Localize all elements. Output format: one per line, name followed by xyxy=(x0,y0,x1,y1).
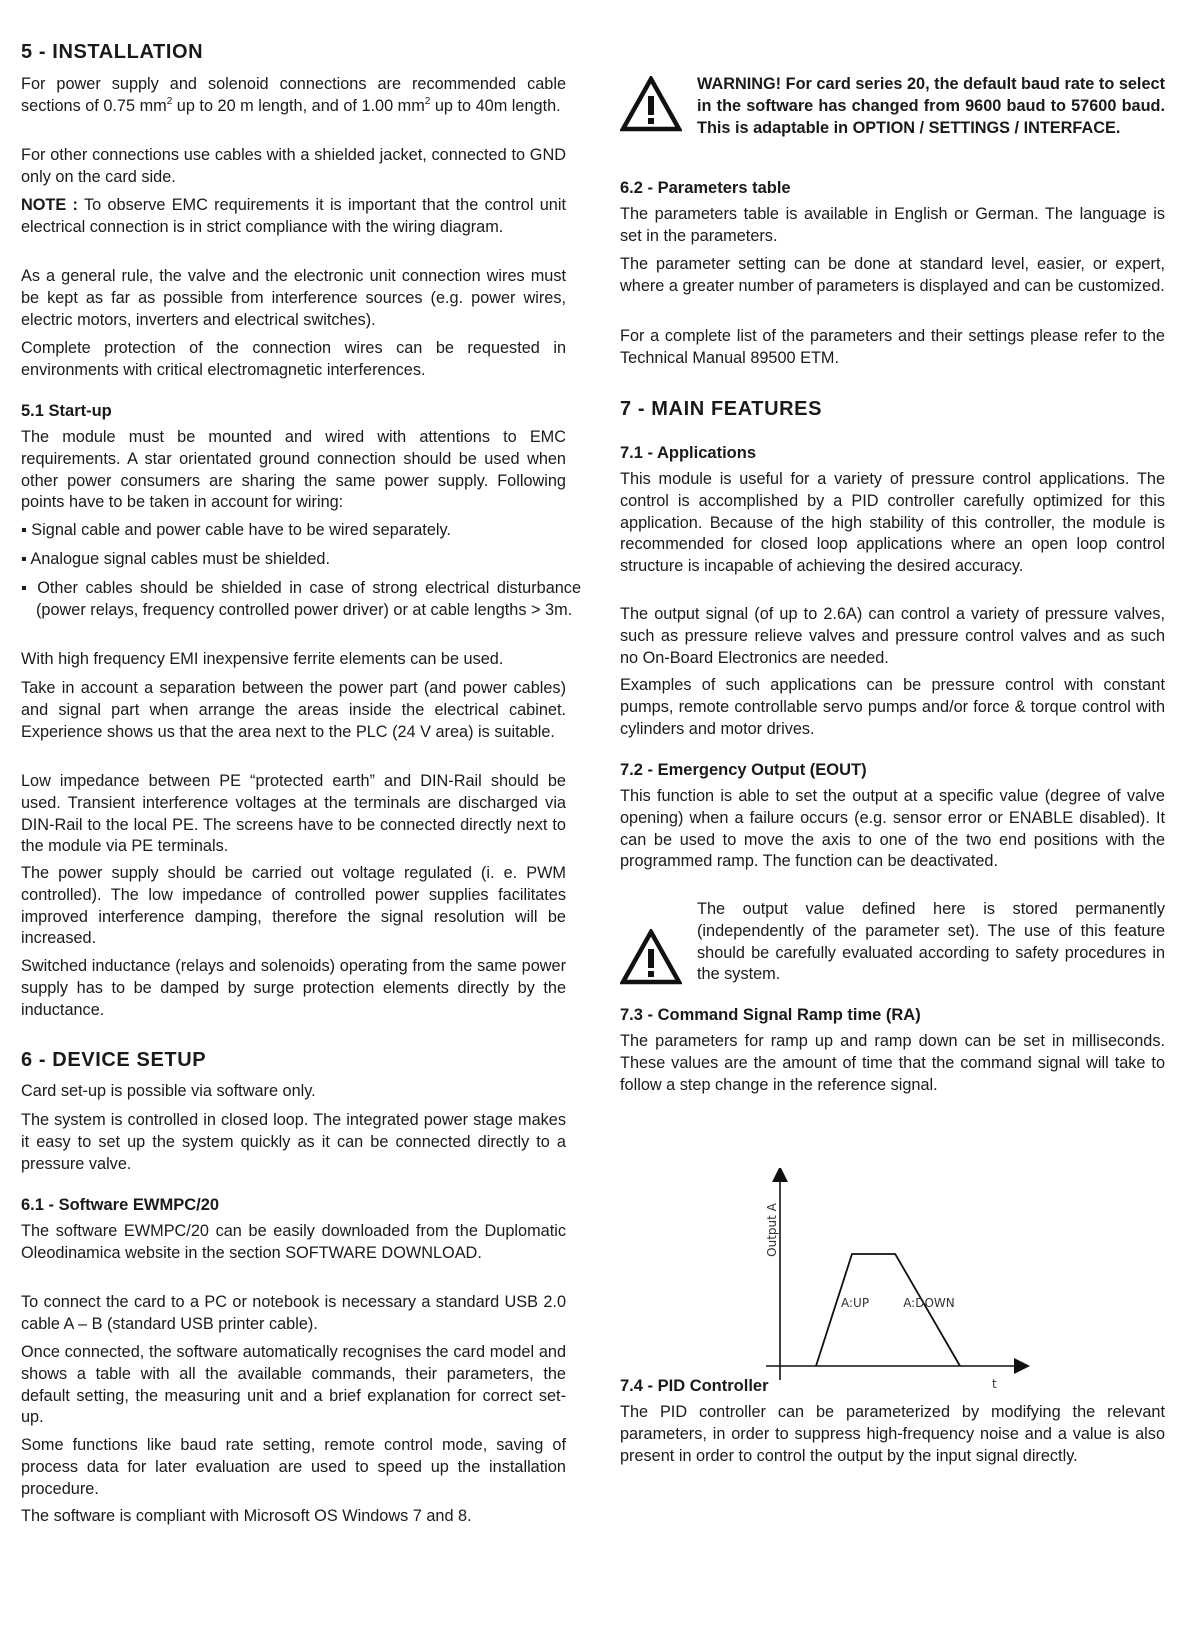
warning-triangle-icon xyxy=(620,929,682,985)
y-axis-label: Output A xyxy=(765,1203,779,1257)
section-title-applications: 7.1 - Applications xyxy=(620,444,756,462)
paragraph-examples: Examples of such applications can be pressure control with constant pumps, remote controllable servo pumps and/or force & torque control with cylinders and motor drives. xyxy=(620,676,1165,738)
paragraph-switched-inductance: Switched inductance (relays and solenoids) operating from the same power supply has to be damped by surge protection elements directly by the inductance. xyxy=(21,957,566,1019)
series-line-ramp xyxy=(816,1254,960,1366)
paragraph-software-download: The software EWMPC/20 can be easily downloaded from the Duplomatic Oleodinamica website in the section SOFTWARE DOWNLOAD. xyxy=(21,1222,566,1262)
section-title-software: 6.1 - Software EWMPC/20 xyxy=(21,1196,220,1214)
bullet-item: ▪ Other cables should be shielded in case of strong electrical disturbance (power relays, frequency controlled power driver) or at cable lengths > 3m. xyxy=(21,579,581,619)
section-title-parameters-table: 6.2 - Parameters table xyxy=(620,179,791,197)
section-title-ramp-time: 7.3 - Command Signal Ramp time (RA) xyxy=(620,1006,921,1024)
paragraph-functions: Some functions like baud rate setting, remote control mode, saving of process data for later evaluation are used to speed up the installation procedure. xyxy=(21,1436,566,1498)
annotation-up: A:UP xyxy=(841,1296,870,1310)
paragraph-windows: The software is compliant with Microsoft OS Windows 7 and 8. xyxy=(21,1507,472,1525)
warning-output-value: The output value defined here is stored permanently (independently of the parameter set). The use of this feature should be carefully evaluated according to safety procedures in the system. xyxy=(697,900,1165,984)
bullet-item: ▪ Analogue signal cables must be shielded. xyxy=(21,550,330,568)
paragraph-output-signal: The output signal (of up to 2.6A) can control a variety of pressure valves, such as pressure relieve valves and pressure control valves and as such no On-Board Electronics are needed. xyxy=(620,605,1165,667)
paragraph-emergency-output: This function is able to set the output at a specific value (degree of valve opening) when a failure occurs (e.g. sensor error or ENABLE disabled). It can be used to move the axis to one of the two end positions with the programmed ramp. The function can be deactivated. xyxy=(620,787,1165,871)
paragraph-recognises-card: Once connected, the software automatically recognises the card model and shows a table with all the available commands, their parameters, the default setting, the measuring unit and a brief explanation for correct set-up. xyxy=(21,1343,566,1427)
paragraph-card-setup: Card set-up is possible via software only. xyxy=(21,1082,316,1100)
paragraph-module-mounting: The module must be mounted and wired with attentions to EMC requirements. A star orientated ground connection should be used when other power consumers are sharing the same power supply. Following points have to be taken in account for wiring: xyxy=(21,428,566,512)
paragraph-parameters-language: The parameters table is available in English or German. The language is set in the parameters. xyxy=(620,205,1165,245)
warning-triangle-icon xyxy=(620,76,682,132)
paragraph-applications: This module is useful for a variety of pressure control applications. The control is accomplished by a PID controller carefully optimized for this application. Because of the high stability of this controller, the module is recommended for closed loop applications where an open loop control structure is incapable of achieving the desired accuracy. xyxy=(620,470,1165,576)
ramp-chart xyxy=(740,1168,1040,1408)
paragraph-shielded-cables: For other connections use cables with a shielded jacket, connected to GND only on the card side. xyxy=(21,146,566,186)
section-title-emergency-output: 7.2 - Emergency Output (EOUT) xyxy=(620,761,867,779)
section-title-device-setup: 6 - DEVICE SETUP xyxy=(21,1049,207,1071)
x-axis-label: t xyxy=(992,1377,997,1391)
paragraph-closed-loop: The system is controlled in closed loop. The integrated power stage makes it easy to set up the system quickly as it can be connected directly to a pressure valve. xyxy=(21,1111,566,1173)
bullet-item: ▪ Signal cable and power cable have to be wired separately. xyxy=(21,521,451,539)
section-title-main-features: 7 - MAIN FEATURES xyxy=(620,398,823,420)
paragraph-complete-protection: Complete protection of the connection wires can be requested in environments with critical electromagnetic interferences. xyxy=(21,339,566,379)
paragraph-note-emc: NOTE : To observe EMC requirements it is important that the control unit electrical connection is in strict compliance with the wiring diagram. xyxy=(21,196,566,236)
paragraph-pid-controller: The PID controller can be parameterized by modifying the relevant parameters, in order to suppress high-frequency noise and a value is also present in order to control the output by the input signal directly. xyxy=(620,1403,1165,1465)
paragraph-ferrite: With high frequency EMI inexpensive ferrite elements can be used. xyxy=(21,650,504,668)
paragraph-cable-sections: For power supply and solenoid connections are recommended cable sections of 0.75 $mm^2$ up to 20 m length, and of 1.00 $mm^2$ up to 40m length. xyxy=(21,75,566,115)
paragraph-power-supply: The power supply should be carried out voltage regulated (i. e. PWM controlled). The low impedance of controlled power supplies facilitates improved interference damping, therefore the signal resolution will be increased. xyxy=(21,864,566,948)
paragraph-general-rule: As a general rule, the valve and the electronic unit connection wires must be kept as far as possible from interference sources (e.g. power wires, electric motors, inverters and electrical switches). xyxy=(21,267,566,329)
paragraph-parameter-setting: The parameter setting can be done at standard level, easier, or expert, where a greater number of parameters is displayed and can be customized. xyxy=(620,255,1165,295)
annotation-down: A:DOWN xyxy=(903,1296,955,1310)
section-title-pid-controller: 7.4 - PID Controller xyxy=(620,1377,769,1395)
paragraph-ramp-time: The parameters for ramp up and ramp down can be set in milliseconds. These values are the amount of time that the command signal will take to follow a step change in the reference signal. xyxy=(620,1032,1165,1094)
warning-baud-rate: WARNING! For card series 20, the default baud rate to select in the software has changed from 9600 baud to 57600 baud. This is adaptable in OPTION / SETTINGS / INTERFACE. xyxy=(697,75,1165,137)
section-title-startup: 5.1 Start-up xyxy=(21,402,112,420)
section-title-installation: 5 - INSTALLATION xyxy=(21,41,204,63)
paragraph-technical-manual: For a complete list of the parameters and their settings please refer to the Technical Manual 89500 ETM. xyxy=(620,327,1165,367)
paragraph-low-impedance: Low impedance between PE “protected earth” and DIN-Rail should be used. Transient interference voltages at the terminals are discharged via DIN-Rail to the local PE. The screens have to be connected directly next to the module via PE terminals. xyxy=(21,772,566,856)
paragraph-usb-connection: To connect the card to a PC or notebook is necessary a standard USB 2.0 cable A – B (standard USB printer cable). xyxy=(21,1293,566,1333)
paragraph-separation: Take in account a separation between the power part (and power cables) and signal part when arrange the areas inside the electrical cabinet. Experience shows us that the area next to the PLC (24 V area) is suitable. xyxy=(21,679,566,741)
